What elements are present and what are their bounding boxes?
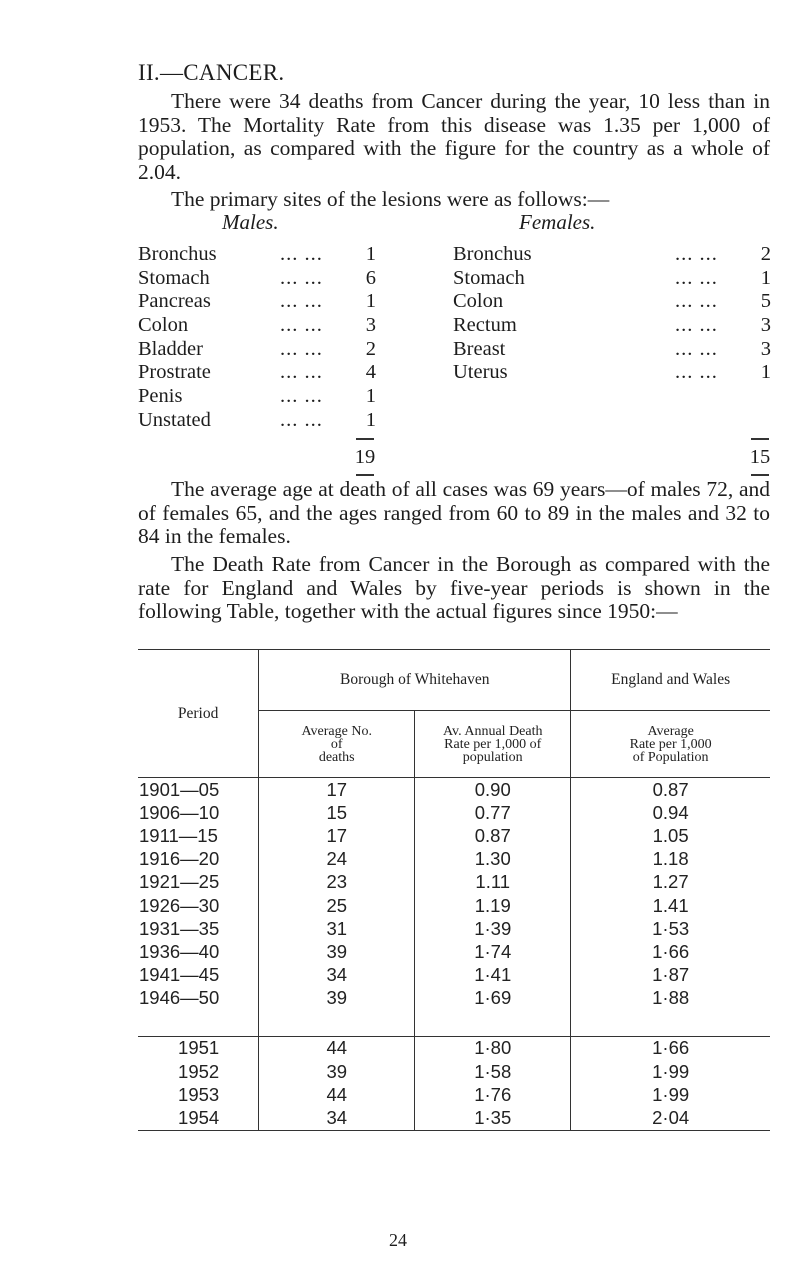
males-total-rule-top (356, 438, 374, 440)
death-rate-paragraph: The Death Rate from Cancer in the Borough as compared with the rate for England and Wales by five-year periods is shown in the following Table, together with the actual figures since 1950:— (138, 552, 770, 623)
list-item: Prostrate ... ... 4 (138, 361, 376, 384)
sites-intro: The primary sites of the lesions were as follows:— (171, 187, 610, 211)
col-avg-deaths-header: Average No. of deaths (259, 711, 415, 778)
table-row: 1906—10 15 0.77 0.94 (138, 801, 770, 824)
england-group-header: England and Wales (571, 650, 770, 711)
females-heading: Females. (519, 210, 596, 234)
list-item: Uterus ... ... 1 (453, 361, 771, 384)
table-row: 1951 44 1·80 1·66 (138, 1036, 770, 1060)
table-row: 1916—20 24 1.30 1.18 (138, 848, 770, 871)
table-row: 1936—40 39 1·74 1·66 (138, 940, 770, 963)
list-item: Bronchus ... ... 2 (453, 243, 771, 265)
borough-group-header: Borough of Whitehaven (259, 650, 571, 711)
list-item: Stomach ... ... 1 (453, 266, 771, 289)
list-item: Unstated ... ... 1 (138, 408, 376, 431)
males-heading: Males. (222, 210, 279, 234)
col-period-header: Period (138, 650, 259, 778)
table-row: 1931—35 31 1·39 1·53 (138, 917, 770, 940)
list-item: Stomach ... ... 6 (138, 266, 376, 289)
females-total-rule-top (751, 438, 769, 440)
list-item: Bladder ... ... 2 (138, 337, 376, 360)
list-item: Penis ... ... 1 (138, 385, 376, 408)
table-row: 1901—05 17 0.90 0.87 (138, 778, 770, 802)
list-item: Pancreas ... ... 1 (138, 290, 376, 313)
table-row: 1946—50 39 1·69 1·88 (138, 987, 770, 1010)
list-item: Rectum ... ... 3 (453, 314, 771, 337)
table-row: 1941—45 34 1·41 1·87 (138, 964, 770, 987)
section-title: II.—CANCER. (138, 60, 285, 85)
females-site-list (453, 243, 771, 385)
table-row: 1953 44 1·76 1·99 (138, 1083, 770, 1106)
males-site-list (138, 243, 376, 433)
page-number: 24 (389, 1230, 407, 1250)
cancer-death-rate-table (138, 649, 770, 1131)
females-total: 15 (749, 446, 771, 468)
table-row: 1952 39 1·58 1·99 (138, 1060, 770, 1083)
table-row: 1954 34 1·35 2·04 (138, 1106, 770, 1130)
col-england-rate-header: Average Rate per 1,000 of Population (571, 711, 770, 778)
intro-paragraph: There were 34 deaths from Cancer during the year, 10 less than in 1953. The Mortality Rate from this disease was 1.35 per 1,000 of population, as compared with the figure for the country as a whole of 2.04. (138, 89, 770, 184)
males-total: 19 (354, 446, 376, 468)
table-separator (138, 1010, 770, 1037)
table-row: 1911—15 17 0.87 1.05 (138, 824, 770, 847)
list-item: Bronchus ... ... 1 (138, 243, 376, 265)
females-total-rule-bottom (751, 474, 769, 476)
average-age-paragraph: The average age at death of all cases was 69 years—of males 72, and of females 65, and the ages ranged from 60 to 89 in the males and 32 to 84 in the females. (138, 477, 770, 548)
list-item: Colon ... ... 3 (138, 314, 376, 337)
list-item: Breast ... ... 3 (453, 337, 771, 360)
col-borough-rate-header: Av. Annual Death Rate per 1,000 of population (415, 711, 571, 778)
list-item: Colon ... ... 5 (453, 290, 771, 313)
table-row: 1926—30 25 1.19 1.41 (138, 894, 770, 917)
males-total-rule-bottom (356, 474, 374, 476)
table-row: 1921—25 23 1.11 1.27 (138, 871, 770, 894)
